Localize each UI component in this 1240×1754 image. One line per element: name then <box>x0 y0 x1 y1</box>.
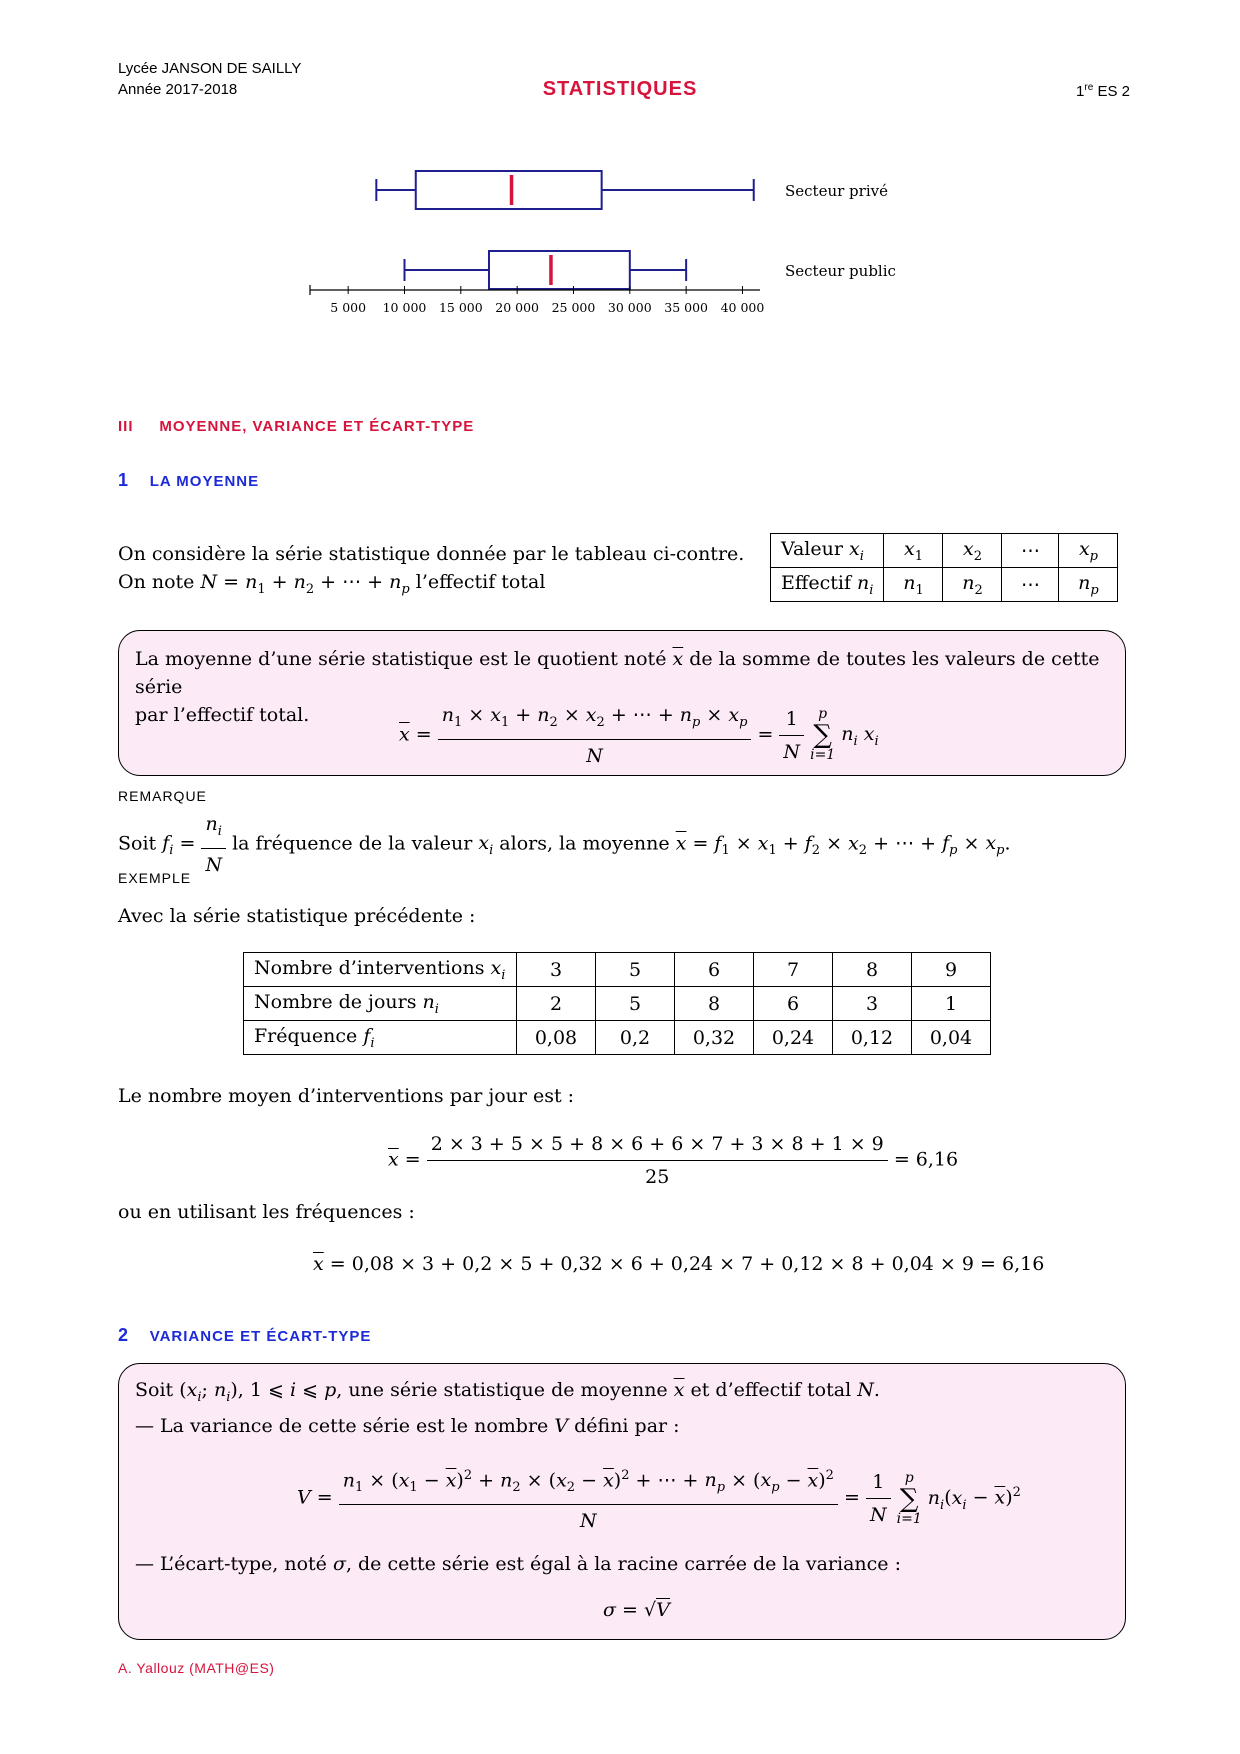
box-rect <box>489 251 630 289</box>
table-row <box>244 987 991 1021</box>
var-bullet2-a: — L’écart-type, noté <box>135 1553 327 1575</box>
table-cell: 6 <box>754 987 833 1021</box>
table-cell: 1 <box>912 987 991 1021</box>
subsection-title: LA MOYENNE <box>149 473 260 490</box>
section-title: MOYENNE, VARIANCE ET ÉCART-TYPE <box>159 418 475 435</box>
table-cell: 5 <box>596 987 675 1021</box>
box-series-label: Secteur privé <box>785 182 888 200</box>
example-intro: Avec la série statistique précédente : <box>118 905 476 927</box>
table-cell: Effectif $n_i$ <box>771 568 884 602</box>
row-label: Fréquence <box>254 1024 364 1047</box>
example-mean-formula: $\overline{x}$ = $\frac{2 \times 3 + 5 \times 5 + 8 \times 6 + 6 \times 7 + 3 \times 8 + 1 \times 9}{25}$ = 6,16 <box>388 1130 958 1191</box>
box-series-label: Secteur public <box>785 262 896 280</box>
table-cell: ⋯ <box>1002 568 1059 602</box>
example-table <box>243 952 991 1055</box>
var-def-b: , une série statistique de moyenne <box>336 1379 668 1401</box>
variance-bullet-1: — La variance de cette série est le nombre V défini par : <box>135 1415 680 1437</box>
formula-numerator: 2 × 3 + 5 × 5 + 8 × 6 + 6 × 7 + 3 × 8 + 1 × 9 <box>427 1130 888 1161</box>
table-row <box>771 568 1118 602</box>
variance-formula: V = $\frac{n_1 \times (x_1 - \overline{x})^2 + n_2 \times (x_2 - \overline{x})^2 + \cdots + n_p \times (x_p - \overline{x})^2}{N}$ = $\frac{1}{N}$ p ∑ i=1 $n_i(x_i - \overline{x})^2$ <box>297 1462 1021 1535</box>
school-name: Lycée JANSON DE SAILLY <box>118 60 302 77</box>
axis-tick-label: 30 000 <box>607 300 652 315</box>
table-cell: 0,32 <box>675 1021 754 1055</box>
table-cell: $n_1$ <box>884 568 943 602</box>
var-bullet1-end: défini par : <box>574 1415 680 1437</box>
boxplot-chart <box>300 150 940 360</box>
table-cell: 2 <box>517 987 596 1021</box>
class-sup: re <box>1084 82 1094 93</box>
axis-tick-label: 10 000 <box>382 300 427 315</box>
var-bullet2-b: , de cette série est égal à la racine carrée de la variance : <box>345 1553 901 1575</box>
class-num: 1 <box>1076 83 1085 100</box>
box-rect <box>416 171 602 209</box>
axis-tick-label: 15 000 <box>438 300 483 315</box>
footer-author: A. Yallouz (MATH@ES) <box>118 1660 275 1676</box>
var-def-a: Soit <box>135 1379 174 1401</box>
table-cell: $x_1$ <box>884 534 943 568</box>
table-cell: 3 <box>517 953 596 987</box>
axis-tick-label: 5 000 <box>330 300 367 315</box>
table-cell: $n_2$ <box>943 568 1002 602</box>
remark-text-a: Soit <box>118 832 157 855</box>
table-cell: 0,24 <box>754 1021 833 1055</box>
formula-result: = 6,16 <box>893 1148 959 1171</box>
mean-definition-text: La moyenne d’une série statistique est le quotient noté $\overline{x}$ de la somme de toutes les valeurs de cette série par l’effectif total. <box>135 648 1100 726</box>
variance-bullet-2: — L’écart-type, noté σ, de cette série est égal à la racine carrée de la variance : <box>135 1553 901 1575</box>
table-cell: $x_p$ <box>1059 534 1118 568</box>
example-freq-text: ou en utilisant les fréquences : <box>118 1201 415 1223</box>
remark-label: REMARQUE <box>118 788 207 804</box>
remark-text: Soit $f_i$ = $\frac{n_i}{N}$ la fréquence de la valeur $x_i$ alors, la moyenne $\overline{x} = f_1 \times x_1 + f_2 \times x_2$ + ⋯ + $f_p \times x_p$. <box>118 810 1011 879</box>
table-cell: 0,04 <box>912 1021 991 1055</box>
row-label: Valeur <box>781 537 849 560</box>
example-label: EXEMPLE <box>118 870 192 886</box>
class-label <box>1076 82 1130 100</box>
var-def-c: et d’effectif total <box>690 1379 852 1401</box>
subsection-heading-2 <box>118 1325 371 1346</box>
mean-def-line1: La moyenne d’une série statistique est le quotient noté <box>135 648 667 670</box>
table-cell: $n_p$ <box>1059 568 1118 602</box>
table-cell: 7 <box>754 953 833 987</box>
remark-text-b: la fréquence de la valeur <box>232 832 473 855</box>
table-cell: 3 <box>833 987 912 1021</box>
intro-line-2b: l’effectif total <box>415 571 546 593</box>
general-table <box>770 533 1118 602</box>
table-cell: Nombre de jours $n_i$ <box>244 987 517 1021</box>
example-mean-text: Le nombre moyen d’interventions par jour est : <box>118 1085 575 1107</box>
section-number: III <box>118 418 134 435</box>
subsection-number: 1 <box>118 470 130 490</box>
table-row <box>244 953 991 987</box>
page-title: STATISTIQUES <box>542 78 698 100</box>
remark-text-c: alors, la moyenne <box>499 832 670 855</box>
table-cell: Fréquence $f_i$ <box>244 1021 517 1055</box>
row-label: Effectif <box>781 571 858 594</box>
row-label: Nombre d’interventions <box>254 956 491 979</box>
subsection-title: VARIANCE ET ÉCART-TYPE <box>149 1328 372 1345</box>
section-heading <box>118 418 474 435</box>
mean-formula: $\overline{x}$ = $\frac{n_1 \times x_1 + n_2 \times x_2 + \cdots + n_p \times x_p}{N}$ = $\frac{1}{N}$ p ∑ i=1 $n_i$ $x_i$ <box>399 701 879 770</box>
table-cell: 9 <box>912 953 991 987</box>
variance-definition-box <box>118 1363 1126 1640</box>
mean-definition-box <box>118 630 1126 776</box>
table-cell: $x_2$ <box>943 534 1002 568</box>
table-row <box>771 534 1118 568</box>
intro-paragraph <box>118 540 744 604</box>
table-row <box>244 1021 991 1055</box>
table-cell: 6 <box>675 953 754 987</box>
table-cell: 0,2 <box>596 1021 675 1055</box>
intro-line-1: On considère la série statistique donnée par le tableau ci-contre. <box>118 543 745 565</box>
mean-def-line1-end: de la somme de toutes les valeurs de cette série <box>135 648 1100 698</box>
school-year: Année 2017-2018 <box>118 81 238 98</box>
table-cell: ⋯ <box>1002 534 1059 568</box>
subsection-number: 2 <box>118 1325 130 1345</box>
axis-tick-label: 25 000 <box>551 300 596 315</box>
formula-denominator: 25 <box>645 1166 670 1188</box>
table-cell: 8 <box>833 953 912 987</box>
var-bullet1-text: — La variance de cette série est le nombre <box>135 1415 549 1437</box>
example-freq-formula: $\overline{x} = 0,08 \times 3 + 0,2 \times 5 + 0,32 \times 6 + 0,24 \times 7 + 0,12 \times 8 + 0,04 \times 9 = 6,16$ <box>313 1253 1045 1275</box>
axis-tick-label: 20 000 <box>495 300 540 315</box>
mean-def-line2: par l’effectif total. <box>135 704 310 726</box>
table-cell: 0,12 <box>833 1021 912 1055</box>
table-cell: 5 <box>596 953 675 987</box>
axis-tick-label: 35 000 <box>664 300 709 315</box>
sigma-formula: σ = √V <box>603 1599 670 1621</box>
freq-formula-text: = 0,08 × 3 + 0,2 × 5 + 0,32 × 6 + 0,24 × 7 + 0,12 × 8 + 0,04 × 9 = 6,16 <box>329 1253 1045 1275</box>
table-cell: Nombre d’interventions $x_i$ <box>244 953 517 987</box>
intro-line-2: On note $N = n_1 + n_2$ + ⋯ + $n_p$ l’effectif total <box>118 571 546 597</box>
variance-def-line1: Soit ($x_i$; $n_i$), 1 ⩽ i ⩽ p, une série statistique de moyenne $\overline{x}$ et d’effectif total N. <box>135 1379 880 1405</box>
subsection-heading-1 <box>118 470 259 491</box>
table-cell: 8 <box>675 987 754 1021</box>
axis-tick-label: 40 000 <box>720 300 765 315</box>
class-rest: ES 2 <box>1097 83 1130 100</box>
table-cell: Valeur $x_i$ <box>771 534 884 568</box>
table-cell: 0,08 <box>517 1021 596 1055</box>
row-label: Nombre de jours <box>254 990 423 1013</box>
intro-line-2a: On note <box>118 571 201 593</box>
